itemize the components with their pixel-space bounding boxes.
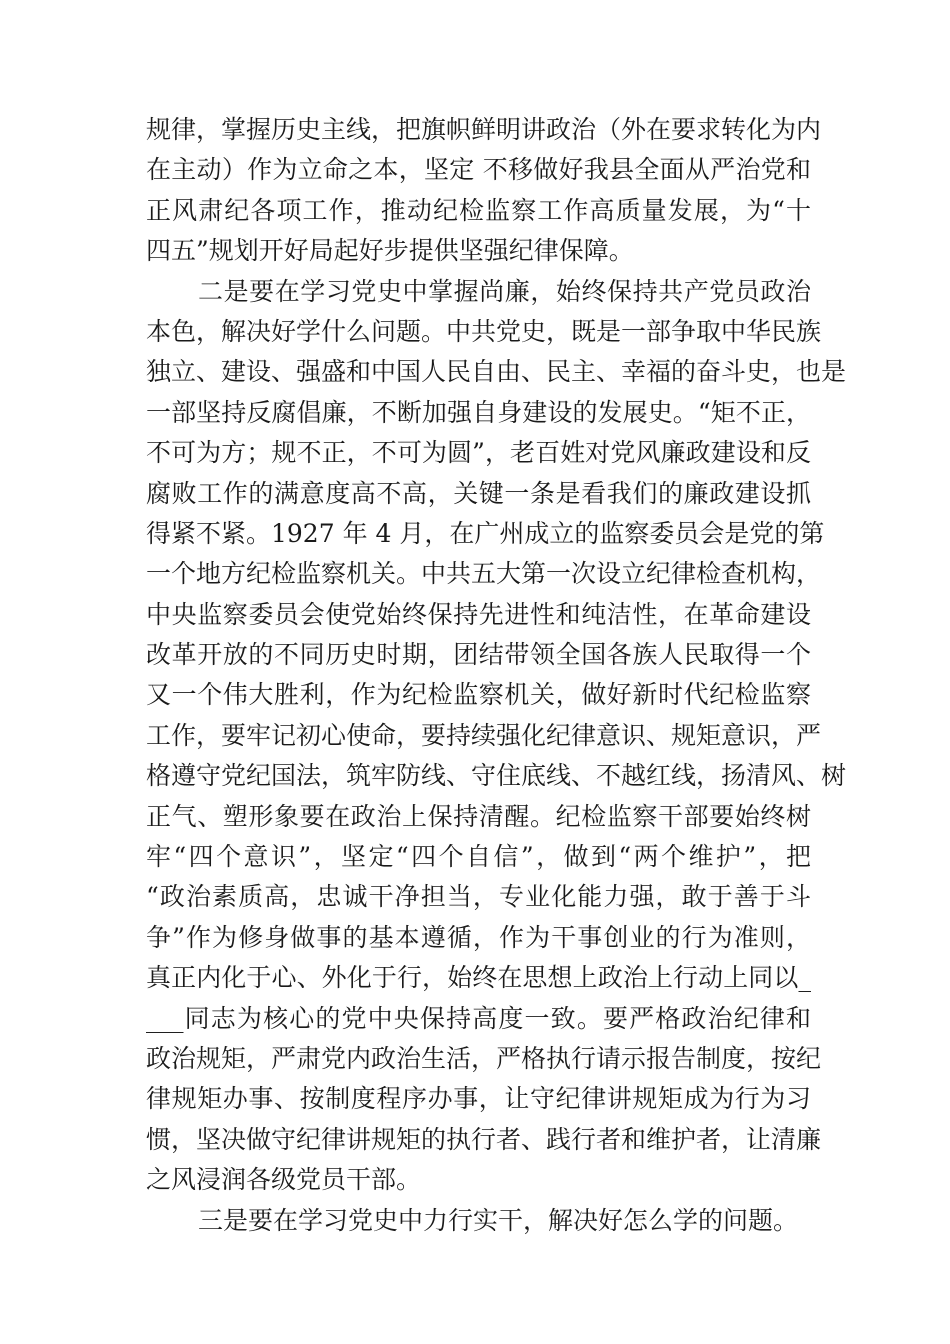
text-line: 独立、建设、强盛和中国人民自由、民主、幸福的奋斗史，也是 bbox=[146, 357, 847, 387]
text-line: 正风肃纪各项工作，推动纪检监察工作高质量发展，为“十 bbox=[146, 195, 811, 225]
text-line: 改革开放的不同历史时期，团结带领全国各族人民取得一个 bbox=[146, 640, 811, 670]
text-line: 之风浸润各级党员干部。 bbox=[146, 1165, 422, 1195]
text-line: 一部坚持反腐倡廉，不断加强自身建设的发展史。“矩不正， bbox=[146, 397, 811, 427]
text-line: 格遵守党纪国法，筑牢防线、守住底线、不越红线，扬清风、树 bbox=[146, 761, 847, 791]
text-line: 正气、塑形象要在政治上保持清醒。纪检监察干部要始终树 bbox=[146, 801, 811, 831]
document-body bbox=[146, 110, 847, 1241]
text-line: ___同志为核心的党中央保持高度一致。要严格政治纪律和 bbox=[146, 1003, 811, 1033]
paragraph-start-line: 二是要在学习党史中掌握尚廉，始终保持共产党员政治 bbox=[198, 276, 811, 306]
text-line: 腐败工作的满意度高不高，关键一条是看我们的廉政建设抓 bbox=[146, 478, 811, 508]
text-line: 规律，掌握历史主线，把旗帜鲜明讲政治（外在要求转化为内 bbox=[146, 115, 822, 144]
text-line: “政治素质高，忠诚干净担当，专业化能力强，敢于善于斗 bbox=[146, 882, 811, 912]
text-line: 四五”规划开好局起好步提供坚强纪律保障。 bbox=[146, 236, 634, 266]
text-line: 律规矩办事、按制度程序办事，让守纪律讲规矩成为行为习 bbox=[146, 1084, 811, 1114]
text-line: 又一个伟大胜利，作为纪检监察机关，做好新时代纪检监察 bbox=[146, 680, 811, 710]
text-line: 一个地方纪检监察机关。中共五大第一次设立纪律检查机构， bbox=[146, 559, 822, 589]
paragraph-start-line: 三是要在学习党史中力行实干，解决好怎么学的问题。 bbox=[198, 1205, 799, 1235]
text-line: 政治规矩，严肃党内政治生活，严格执行请示报告制度，按纪 bbox=[146, 1043, 822, 1073]
text-line: 本色，解决好学什么问题。中共党史，既是一部争取中华民族 bbox=[146, 316, 822, 346]
text-line: 在主动）作为立命之本，坚定 不移做好我县全面从严治党和 bbox=[146, 155, 811, 185]
text-line: 惯，坚决做守纪律讲规矩的执行者、践行者和维护者，让清廉 bbox=[146, 1124, 822, 1154]
text-line: 不可为方；规不正，不可为圆”，老百姓对党风廉政建设和反 bbox=[146, 438, 811, 468]
text-line: 争”作为修身做事的基本遵循，作为干事创业的行为准则， bbox=[146, 922, 811, 952]
text-line: 真正内化于心、外化于行，始终在思想上政治上行动上同以_ bbox=[146, 963, 811, 993]
text-line: 中央监察委员会使党始终保持先进性和纯洁性，在革命建设 bbox=[146, 599, 811, 629]
text-line: 牢“四个意识”，坚定“四个自信”，做到“两个维护”，把 bbox=[146, 842, 811, 872]
text-line: 得紧不紧。1927 年 4 月，在广州成立的监察委员会是党的第 bbox=[146, 518, 825, 548]
text-line: 工作，要牢记初心使命，要持续强化纪律意识、规矩意识，严 bbox=[146, 720, 822, 750]
